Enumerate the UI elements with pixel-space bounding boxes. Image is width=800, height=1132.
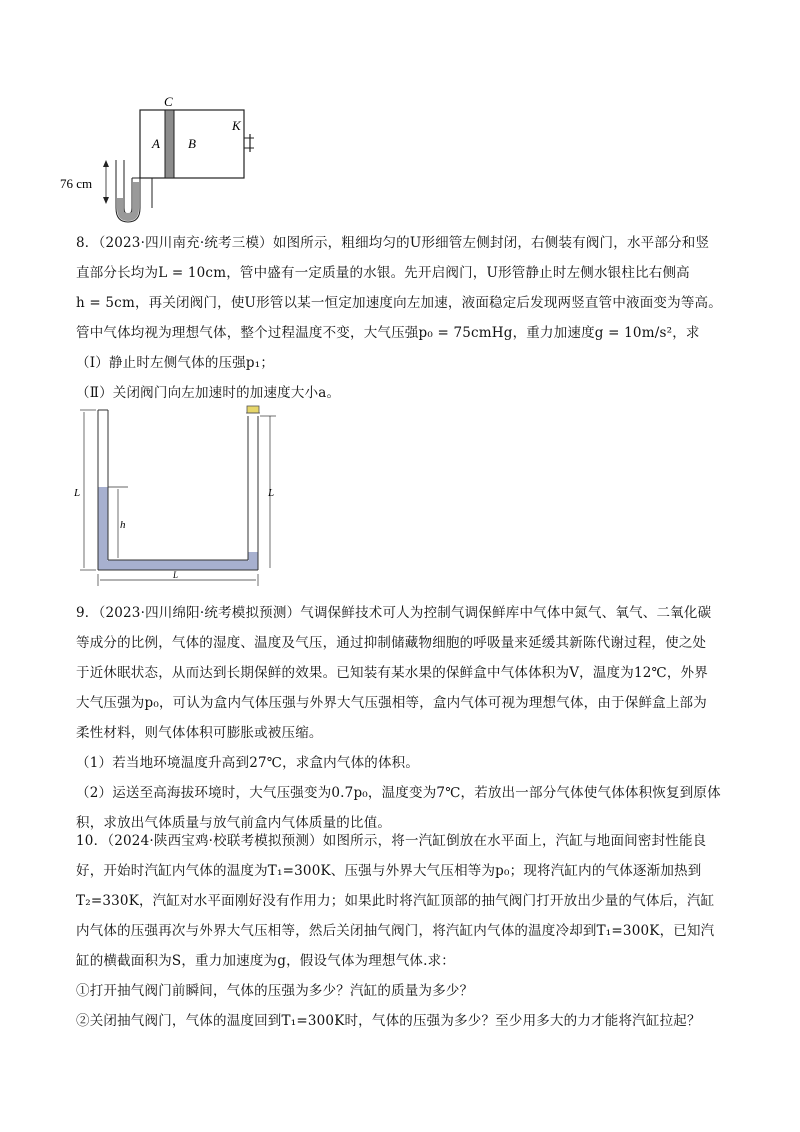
label-b: B (188, 136, 196, 151)
q8-line-6: （Ⅱ）关闭阀门向左加速时的加速度大小a。 (76, 385, 341, 401)
question-10 (76, 826, 730, 1036)
question-9 (76, 598, 730, 838)
q9-line-6: （1）若当地环境温度升高到27℃，求盒内气体的体积。 (76, 755, 420, 771)
q8-line-4: 管中气体均视为理想气体，整个过程温度不变，大气压强p₀ = 75cmHg，重力加速度g = 10m/s²，求 (76, 325, 700, 341)
valve (247, 406, 259, 413)
label-a: A (152, 136, 160, 151)
label-c: C (164, 94, 173, 109)
q8-line-1: 8．（2023·四川南充·统考三模）如图所示，粗细均匀的U形细管左侧封闭，右侧装有阀门，水平部分和竖 (76, 235, 710, 251)
label-l-bottom: L (173, 570, 179, 580)
q9-line-8: 积，求放出气体质量与放气前盒内气体质量的比值。 (76, 815, 392, 831)
q8-line-2: 直部分长均为L = 10cm，管中盛有一定质量的水银。先开启阀门，U形管静止时左侧水银柱比右侧高 (76, 265, 690, 281)
mercury-bottom (99, 561, 258, 570)
mercury-column (117, 182, 139, 221)
label-l-right: L (268, 487, 275, 499)
figure-cylinder-manometer (60, 90, 260, 230)
q9-line-7: （2）运送至高海拔环境时，大气压强变为0.7p₀，温度变为7℃，若放出一部分气体使气体体积恢复到原体 (76, 785, 721, 801)
q9-line-5: 柔性材料，则气体体积可膨胀或被压缩。 (76, 725, 323, 741)
figure-u-tube (70, 402, 290, 592)
label-76cm: 76 cm (60, 176, 93, 191)
q9-line-4: 大气压强为p₀，可认为盒内气体压强与外界大气压强相等，盒内气体可视为理想气体，由于保鲜盒上部为 (76, 695, 707, 711)
q8-line-5: （Ⅰ）静止时左侧气体的压强p₁； (76, 355, 275, 371)
question-8 (76, 228, 730, 408)
q8-line-3: h = 5cm，再关闭阀门，使U形管以某一恒定加速度向左加速，液面稳定后发现两竖直管中液面变为等高。 (76, 295, 722, 311)
q10-line-4: 内气体的压强再次与外界大气压相等，然后关闭抽气阀门，将汽缸内气体的温度冷却到T₁=300K，已知汽 (76, 923, 715, 939)
piston-c (165, 110, 174, 178)
q9-line-1: 9．（2023·四川绵阳·统考模拟预测）气调保鲜技术可人为控制气调保鲜库中气体中氮气、氧气、二氧化碳 (76, 605, 712, 621)
label-l-left: L (74, 487, 81, 499)
q9-line-3: 于近休眠状态，从而达到长期保鲜的效果。已知装有某水果的保鲜盒中气体体积为V，温度为12℃，外界 (76, 665, 708, 681)
q10-line-5: 缸的横截面积为S，重力加速度为g，假设气体为理想气体.求： (76, 953, 455, 969)
manometer-tube (140, 168, 152, 208)
q9-line-2: 等成分的比例，气体的湿度、温度及气压，通过抑制储藏物细胞的呼吸量来延缓其新陈代谢过程，使之处 (76, 635, 707, 651)
label-h: h (120, 519, 126, 531)
label-k: K (232, 118, 241, 133)
mercury-left (99, 487, 108, 569)
q10-line-2: 好，开始时汽缸内气体的温度为T₁=300K、压强与外界大气压相等为p₀；现将汽缸内的气体逐渐加热到 (76, 863, 702, 879)
mercury-right (249, 552, 258, 569)
q10-line-7: ②关闭抽气阀门，气体的温度回到T₁=300K时，气体的压强为多少？至少用多大的力才能将汽缸拉起？ (76, 1013, 701, 1029)
q10-line-1: 10．（2024·陕西宝鸡·校联考模拟预测）如图所示，将一汽缸倒放在水平面上，汽缸与地面间密封性能良 (76, 833, 707, 849)
q10-line-6: ①打开抽气阀门前瞬间，气体的压强为多少？汽缸的质量为多少？ (76, 983, 474, 999)
q10-line-3: T₂=330K，汽缸对水平面刚好没有作用力；如果此时将汽缸顶部的抽气阀门打开放出少量的气体后，汽缸 (76, 893, 715, 909)
